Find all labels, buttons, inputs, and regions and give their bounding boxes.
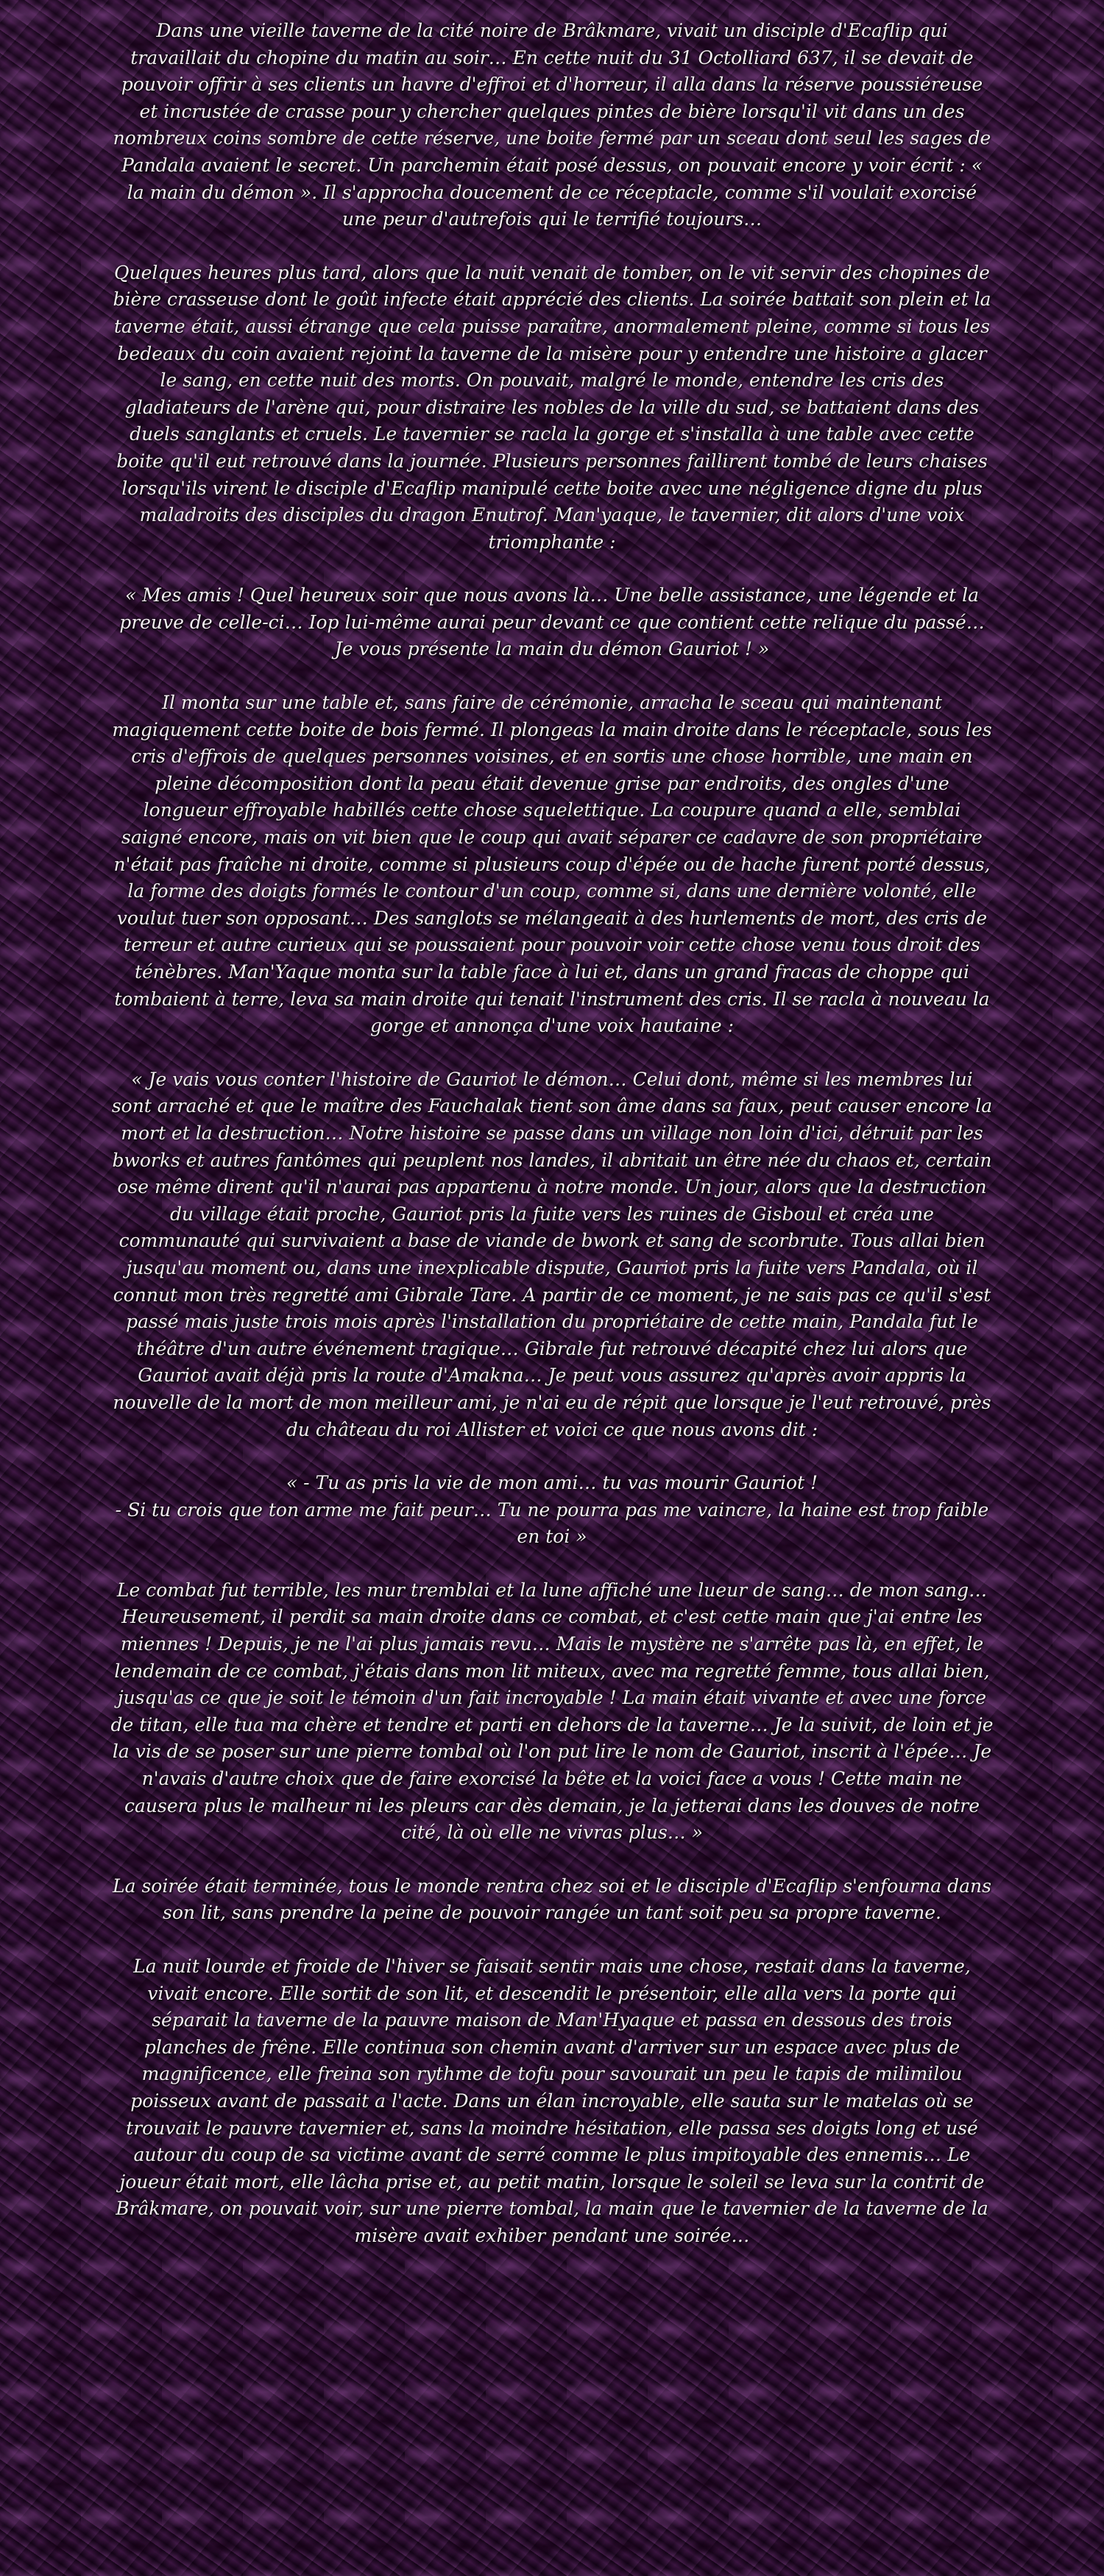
story-paragraph-6: « - Tu as pris la vie de mon ami… tu vas mourir Gauriot ! - Si tu crois que ton arme me fait peur… Tu ne pourra pas me vaincre, la haine est trop faible en toi » bbox=[115, 1472, 989, 1548]
story-text bbox=[110, 18, 994, 2276]
story-paragraph-5: « Je vais vous conter l'histoire de Gauriot le démon… Celui dont, même si les membres lui sont arraché et que le maître des Fauchalak tient son âme dans sa faux, peut causer encore la mort et la destruction… Notre histoire se passe dans un village non loin d'ici, détruit par les bworks et autres fantômes qui peuplent nos landes, il abritait un être née du chaos et, certain ose même dirent qu'il n'aurai pas appartenu à notre monde. Un jour, alors que la destruction du village était proche, Gauriot pris la fuite vers les ruines de Gisboul et créa une communauté qui survivaient a base de viande de bwork et sang de scorbrute. Tous allai bien jusqu'au moment ou, dans une inexplicable dispute, Gauriot pris la fuite vers Pandala, où il connut mon très regretté ami Gibrale Tare. A partir de ce moment, je ne sais pas ce qu'il s'est passé mais juste trois mois après l'installation du propriétaire de cette main, Pandala fut le théâtre d'un autre événement tragique… Gibrale fut retrouvé décapité chez lui alors que Gauriot avait déjà pris la route d'Amakna… Je peut vous assurez qu'après avoir appris la nouvelle de la mort de mon meilleur ami, je n'ai eu de répit que lorsque je l'eut retrouvé, près du château du roi Allister et voici ce que nous avons dit : bbox=[111, 1068, 993, 1440]
story-paragraph-2: Quelques heures plus tard, alors que la nuit venait de tomber, on le vit servir des chopines de bière crasseuse dont le goût infecte était apprécié des clients. La soirée battait son plein et la taverne était, aussi étrange que cela puisse paraître, anormalement pleine, comme si tous les bedeaux du coin avaient rejoint la taverne de la misère pour y entendre une histoire a glacer le sang, en cette nuit des morts. On pouvait, malgré le monde, entendre les cris des gladiateurs de l'arène qui, pour distraire les nobles de la ville du sud, se battaient dans des duels sanglants et cruels. Le tavernier se racla la gorge et s'installa à une table avec cette boite qu'il eut retrouvé dans la journée. Plusieurs personnes faillirent tombé de leurs chaises lorsqu'ils virent le disciple d'Ecaflip manipulé cette boite avec une négligence digne du plus maladroits des disciples du dragon Enutrof. Man'yaque, le tavernier, dit alors d'une voix triomphante : bbox=[113, 261, 991, 553]
story-paragraph-8: La soirée était terminée, tous le monde rentra chez soi et le disciple d'Ecaflip s'enfourna dans son lit, sans prendre la peine de pouvoir rangée un tant soit peu sa propre taverne. bbox=[113, 1875, 991, 1924]
story-paragraph-7: Le combat fut terrible, les mur tremblai et la lune affiché une lueur de sang… de mon sang… Heureusement, il perdit sa main droite dans ce combat, et c'est cette main que j'ai entre les miennes ! Depuis, je ne l'ai plus jamais revu… Mais le mystère ne s'arrête pas là, en effet, le lendemain de ce combat, j'étais dans mon lit miteux, avec ma regretté femme, tous allai bien, jusqu'as ce que je soit le témoin d'un fait incroyable ! La main était vivante et avec une force de titan, elle tua ma chère et tendre et parti en dehors de la taverne… Je la suivit, de loin et je la vis de se poser sur une pierre tombal où l'on put lire le nom de Gauriot, inscrit à l'épée… Je n'avais d'autre choix que de faire exorcisé la bête et la voici face a vous ! Cette main ne causera plus le malheur ni les pleurs car dès demain, je la jetterai dans les douves de notre cité, là où elle ne vivras plus… » bbox=[110, 1579, 994, 1844]
story-paragraph-9: La nuit lourde et froide de l'hiver se faisait sentir mais une chose, restait dans la taverne, vivait encore. Elle sortit de son lit, et descendit le présentoir, elle alla vers la porte qui séparait la taverne de la pauvre maison de Man'Hyaque et passa en dessous des trois planches de frêne. Elle continua son chemin avant d'arriver sur un espace avec plus de magnificence, elle freina son rythme de tofu pour savourait un peu le tapis de milimilou poisseux avant de passait a l'acte. Dans un élan incroyable, elle sauta sur le matelas où se trouvait le pauvre tavernier et, sans la moindre hésitation, elle passa ses doigts long et usé autour du coup de sa victime avant de serré comme le plus impitoyable des ennemis… Le joueur était mort, elle lâcha prise et, au petit matin, lorsque le soleil se leva sur la contrit de Brâkmare, on pouvait voir, sur une pierre tombal, la main que le tavernier de la taverne de la misère avait exhiber pendant une soirée… bbox=[116, 1956, 988, 2246]
story-paragraph-1: Dans une vieille taverne de la cité noire de Brâkmare, vivait un disciple d'Ecaflip qui travaillait du chopine du matin au soir… En cette nuit du 31 Octolliard 637, il se devait de pouvoir offrir à ses clients un havre d'effroi et d'horreur, il alla dans la réserve poussiéreuse et incrustée de crasse pour y chercher quelques pintes de bière lorsqu'il vit dans un des nombreux coins sombre de cette réserve, une boite fermé par un sceau dont seul les sages de Pandala avaient le secret. Un parchemin était posé dessus, on pouvait encore y voir écrit : « la main du démon ». Il s'approcha doucement de ce réceptacle, comme s'il voulait exorcisé une peur d'autrefois qui le terrifié toujours… bbox=[113, 20, 991, 230]
story-paragraph-4: Il monta sur une table et, sans faire de cérémonie, arracha le sceau qui maintenant magiquement cette boite de bois fermé. Il plongeas la main droite dans le réceptacle, sous les cris d'effrois de quelques personnes voisines, et en sortis une chose horrible, une main en pleine décomposition dont la peau était devenue grise par endroits, des ongles d'une longueur effroyable habillés cette chose squelettique. La coupure quand a elle, semblai saigné encore, mais on vit bien que le coup qui avait séparer ce cadavre de son propriétaire n'était pas fraîche ni droite, comme si plusieurs coup d'épée ou de hache furent porté dessus, la forme des doigts formés le contour d'un coup, comme si, dans une dernière volonté, elle voulut tuer son opposant… Des sanglots se mélangeait à des hurlements de mort, des cris de terreur et autre curieux qui se poussaient pour pouvoir voir cette chose venu tous droit des ténèbres. Man'Yaque monta sur la table face à lui et, dans un grand fracas de choppe qui tombaient à terre, leva sa main droite qui tenait l'instrument des cris. Il se racla à nouveau la gorge et annonça d'une voix hautaine : bbox=[112, 692, 992, 1037]
story-paragraph-3: « Mes amis ! Quel heureux soir que nous avons là… Une belle assistance, une légende et la preuve de celle-ci… Iop lui-même aurai peur devant ce que contient cette relique du passé… Je vous présente la main du démon Gauriot ! » bbox=[119, 584, 985, 660]
